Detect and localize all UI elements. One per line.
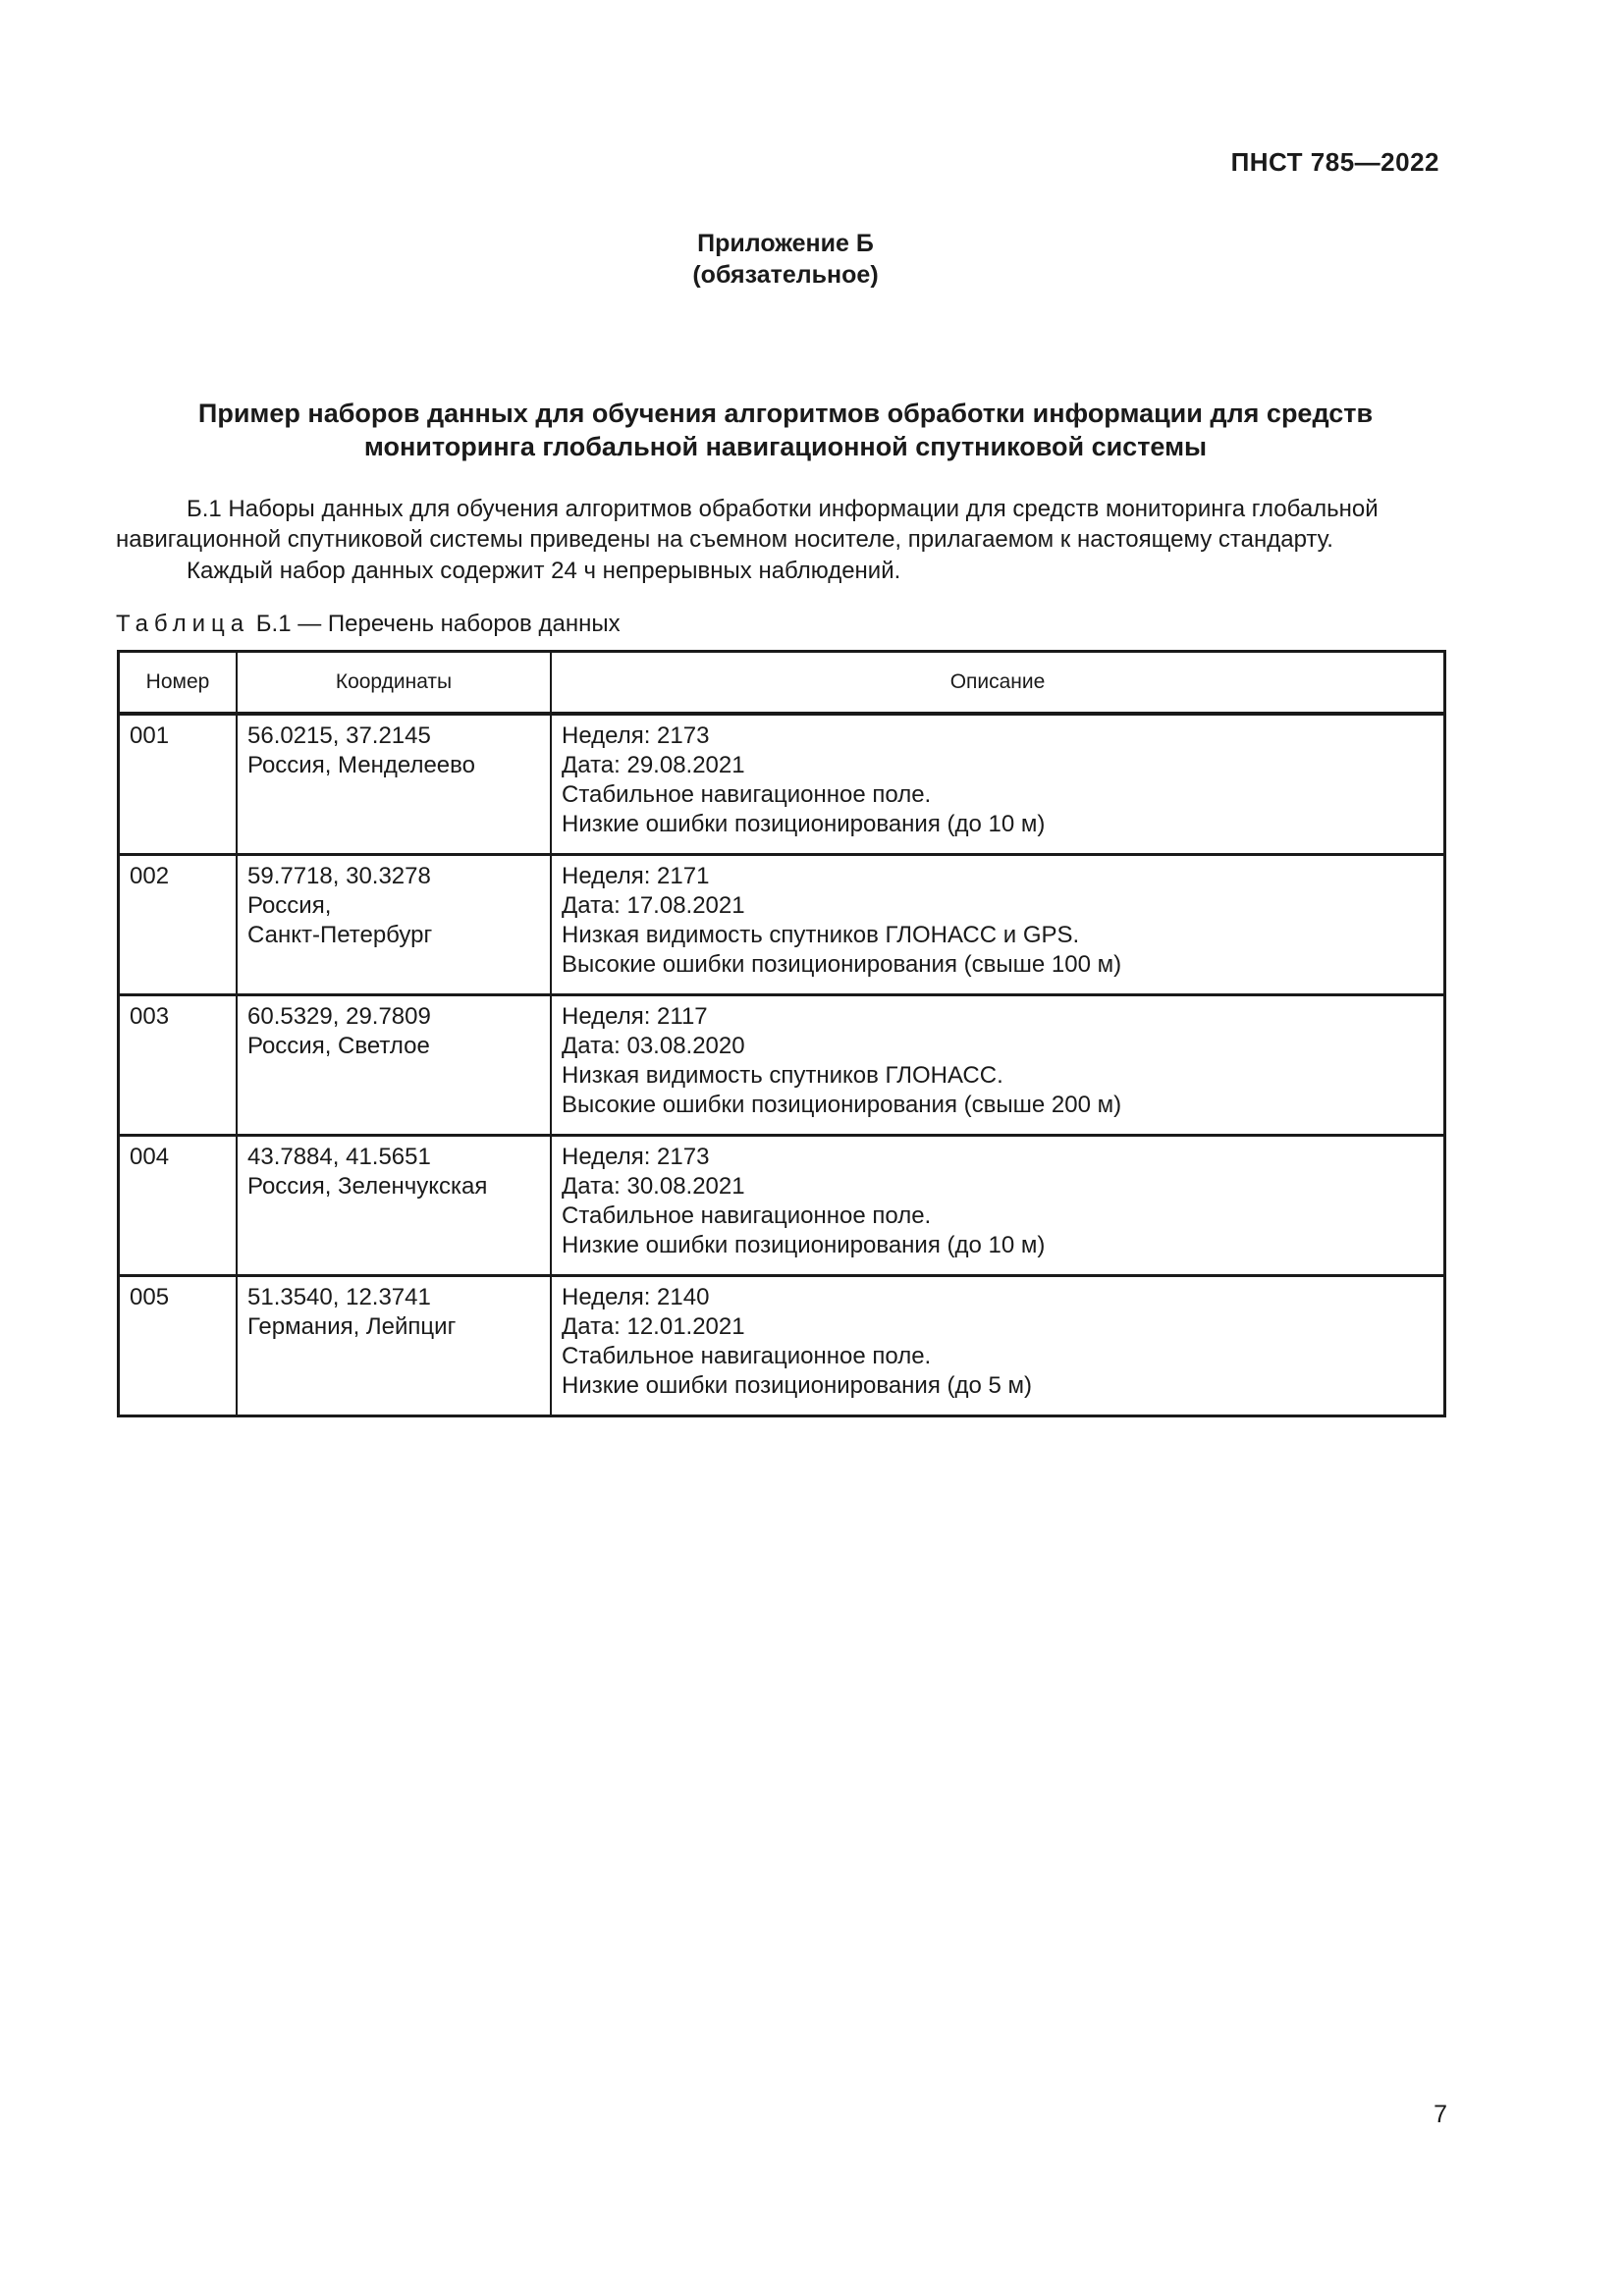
table-row (119, 855, 1445, 995)
cell-description (551, 1136, 1445, 1276)
coordinates-value: 43.7884, 41.5651 (247, 1144, 431, 1170)
coordinates-value: 60.5329, 29.7809 (247, 1003, 431, 1030)
datasets-table (117, 650, 1446, 1417)
cell-description (551, 1276, 1445, 1416)
cell-number: 004 (119, 1136, 238, 1276)
description-week: Неделя: 2140 (562, 1284, 710, 1310)
description-date: Дата: 03.08.2020 (562, 1033, 745, 1059)
description-errors: Низкие ошибки позиционирования (до 10 м) (562, 811, 1046, 837)
table-caption (116, 609, 621, 639)
location-name: Германия, Лейпциг (247, 1313, 457, 1340)
location-name: Санкт-Петербург (247, 922, 433, 948)
location-name: Россия, Зеленчукская (247, 1173, 488, 1200)
cell-coordinates (237, 714, 551, 855)
description-field: Низкая видимость спутников ГЛОНАСС и GPS. (562, 922, 1080, 948)
cell-number: 002 (119, 855, 238, 995)
paragraph-b1: Б.1 Наборы данных для обучения алгоритмов обработки информации для средств мониторинга глобальной навигационной спутниковой системы приведены на съемном носителе, прилагаемом к настоящему стандарту. (116, 496, 1379, 553)
header-coordinates: Координаты (237, 652, 551, 715)
section-title (147, 397, 1424, 463)
paragraph-observations: Каждый набор данных содержит 24 ч непрерывных наблюдений. (187, 558, 901, 584)
location-name: Россия, (247, 892, 332, 919)
description-field: Стабильное навигационное поле. (562, 1343, 932, 1369)
description-week: Неделя: 2173 (562, 722, 710, 749)
description-date: Дата: 17.08.2021 (562, 892, 745, 919)
appendix-heading (0, 228, 1571, 291)
location-name: Россия, Менделеево (247, 752, 475, 778)
cell-description (551, 855, 1445, 995)
table-caption-word: Таблица (116, 611, 250, 637)
page-number: 7 (1434, 2101, 1447, 2128)
description-field: Стабильное навигационное поле. (562, 1202, 932, 1229)
description-errors: Низкие ошибки позиционирования (до 5 м) (562, 1372, 1033, 1399)
section-title-line-1: Пример наборов данных для обучения алгоритмов обработки информации для средств (197, 399, 1374, 428)
description-date: Дата: 30.08.2021 (562, 1173, 745, 1200)
table-row (119, 1276, 1445, 1416)
description-date: Дата: 29.08.2021 (562, 752, 745, 778)
table-header-row (119, 652, 1445, 715)
table-row (119, 995, 1445, 1136)
cell-number: 005 (119, 1276, 238, 1416)
description-week: Неделя: 2171 (562, 863, 710, 889)
description-errors: Высокие ошибки позиционирования (свыше 100 м) (562, 951, 1122, 978)
description-field: Низкая видимость спутников ГЛОНАСС. (562, 1062, 1003, 1089)
cell-coordinates (237, 1276, 551, 1416)
cell-coordinates (237, 855, 551, 995)
coordinates-value: 51.3540, 12.3741 (247, 1284, 431, 1310)
description-field: Стабильное навигационное поле. (562, 781, 932, 808)
header-description: Описание (551, 652, 1445, 715)
description-errors: Низкие ошибки позиционирования (до 10 м) (562, 1232, 1046, 1258)
cell-description (551, 995, 1445, 1136)
table-row (119, 1136, 1445, 1276)
description-errors: Высокие ошибки позиционирования (свыше 200 м) (562, 1092, 1122, 1118)
cell-coordinates (237, 1136, 551, 1276)
table-row (119, 714, 1445, 855)
description-week: Неделя: 2173 (562, 1144, 710, 1170)
document-code: ПНСТ 785—2022 (1230, 147, 1439, 177)
cell-description (551, 714, 1445, 855)
coordinates-value: 56.0215, 37.2145 (247, 722, 431, 749)
coordinates-value: 59.7718, 30.3278 (247, 863, 431, 889)
cell-number: 001 (119, 714, 238, 855)
section-title-line-2: мониторинга глобальной навигационной спутниковой системы (363, 432, 1208, 461)
table-caption-title: Б.1 — Перечень наборов данных (255, 611, 621, 637)
description-date: Дата: 12.01.2021 (562, 1313, 745, 1340)
appendix-title: Приложение Б (697, 230, 874, 257)
location-name: Россия, Светлое (247, 1033, 430, 1059)
description-week: Неделя: 2117 (562, 1003, 708, 1030)
appendix-status: (обязательное) (692, 261, 879, 289)
cell-coordinates (237, 995, 551, 1136)
cell-number: 003 (119, 995, 238, 1136)
header-number: Номер (119, 652, 238, 715)
